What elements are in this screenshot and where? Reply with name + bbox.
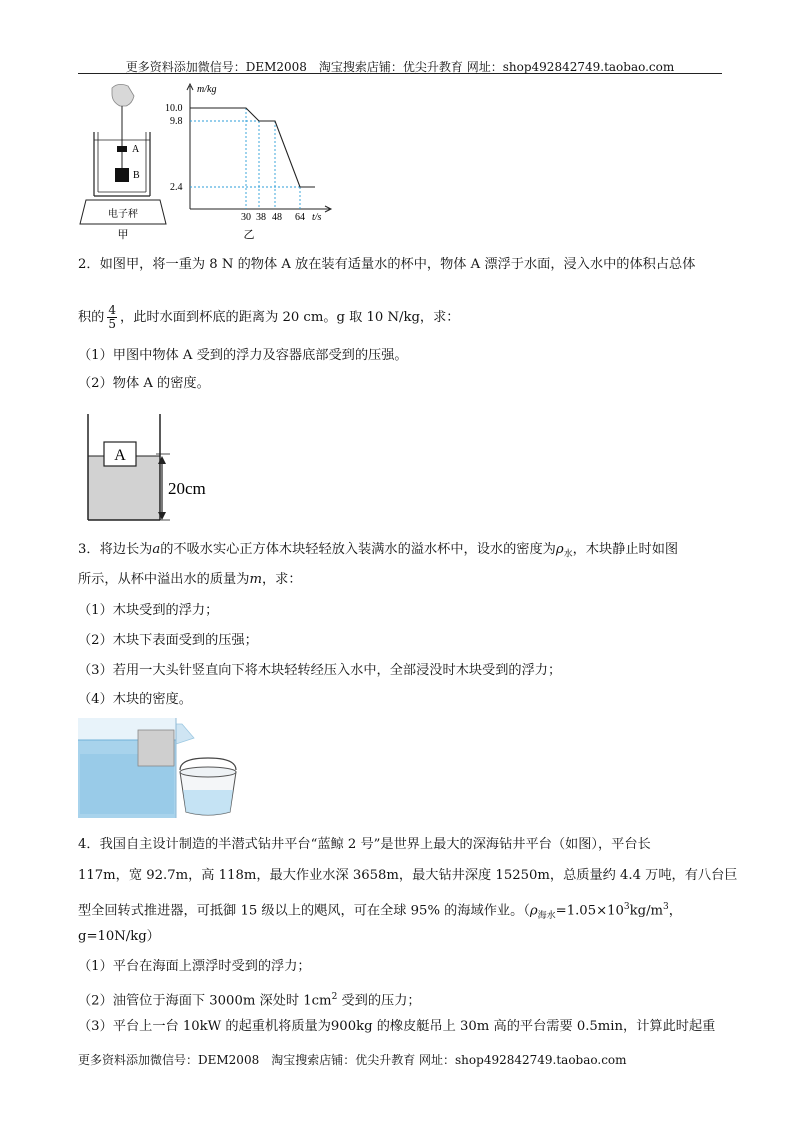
bucket-water [183, 790, 233, 815]
mass-curve [190, 108, 315, 187]
wooden-block [138, 730, 174, 766]
fraction-numerator: 4 [108, 303, 117, 317]
figure-jia [74, 80, 174, 240]
y-tick-2-4: 2.4 [170, 182, 183, 193]
header-rule [78, 73, 722, 74]
q3-sub2: （2）木块下表面受到的压强； [78, 633, 258, 648]
q3-stem1-a: 3．将边长为 [78, 542, 153, 557]
q4-sub2-b: 受到的压力； [337, 993, 421, 1009]
block-a [117, 146, 127, 152]
q3-stem2-b: ，求： [261, 572, 302, 587]
q4-sup-3: 3 [623, 902, 630, 912]
q4-line3-d: ， [668, 903, 682, 919]
q2-stem2-pre: 积的 [78, 310, 105, 325]
q3-var-m: m [249, 572, 262, 587]
hand-icon [112, 84, 134, 106]
y-tick-10: 10.0 [165, 103, 183, 114]
q4-line3 [78, 897, 682, 926]
figure-yi-graph [165, 80, 345, 242]
q3-stem1-c: ，木块静止时如图 [572, 542, 679, 557]
q3-sub4: （4）木块的密度。 [78, 692, 192, 707]
dashed-guides [190, 108, 300, 209]
q4-line3-a: 型全回转式推进器，可抵御 15 级以上的飓风，可在全球 95% 的海域作业。（ [78, 903, 530, 919]
q4-sub2 [78, 987, 421, 1011]
q4-line3-b: =1.05×10 [555, 903, 624, 919]
y-tick-9-8: 9.8 [170, 116, 183, 127]
q3-stem2-a: 所示，从杯中溢出水的质量为 [78, 572, 250, 587]
page-footer: 更多资料添加微信号：DEM2008 淘宝搜索店铺：优尖升教育 网址：shop492842749.taobao.com [78, 1053, 627, 1067]
q2-sub1: （1）甲图中物体 A 受到的浮力及容器底部受到的压强。 [78, 348, 408, 363]
x-axis-label: t/s [312, 212, 322, 223]
label-a: A [132, 144, 140, 155]
q4-line4: g=10N/kg） [78, 929, 160, 944]
q3-rho: ρ [555, 542, 564, 557]
block-b [115, 168, 129, 182]
q4-sup-3b: 3 [663, 902, 669, 912]
q4-sub3: （3）平台上一台 10kW 的起重机将质量为900kg 的橡皮艇吊上 30m 高的平台需要 0.5min，计算此时起重 [78, 1019, 716, 1034]
q3-rho-sub: 水 [563, 549, 573, 560]
x-tick-38: 38 [256, 212, 266, 223]
q2-stem-line1: 2．如图甲，将一重为 8 N 的物体 A 放在装有适量水的杯中，物体 A 漂浮于水面，浸入水中的体积占总体 [78, 257, 696, 272]
q3-sub3: （3）若用一大头针竖直向下将木块轻转经压入水中，全部浸没时木块受到的浮力； [78, 663, 562, 678]
q4-line3-c: kg/m [629, 903, 664, 919]
q3-stem1-b: 的不吸水实心正方体木块轻轻放入装满水的溢水杯中，设水的密度为 [160, 542, 556, 557]
depth-label: 20cm [168, 479, 206, 498]
q4-rho-sub: 海水 [537, 911, 556, 922]
label-b: B [133, 170, 140, 181]
q4-sup-2: 2 [331, 992, 338, 1002]
page-header: 更多资料添加微信号：DEM2008 淘宝搜索店铺：优尖升教育 网址：shop492842749.taobao.com [125, 60, 675, 74]
q4-sub2-a: （2）油管位于海面下 3000m 深处时 1cm [78, 993, 332, 1009]
q3-sub1: （1）木块受到的浮力； [78, 603, 219, 618]
q2-stem-line2 [78, 304, 459, 331]
x-tick-30: 30 [241, 212, 251, 223]
fraction-denominator: 5 [108, 317, 117, 331]
block-a-label: A [114, 447, 126, 464]
q3-figure [78, 718, 248, 818]
q3-stem-line2 [78, 570, 302, 590]
y-axis-label: m/kg [197, 84, 217, 95]
q2-figure [82, 412, 222, 524]
x-tick-48: 48 [272, 212, 282, 223]
caption-jia: 甲 [117, 229, 129, 240]
caption-yi: 乙 [243, 229, 255, 241]
q2-stem2-post: ，此时水面到杯底的距离为 20 cm。g 取 10 N/kg，求： [120, 310, 460, 325]
spout [176, 724, 194, 744]
scale-label: 电子秤 [108, 209, 138, 220]
x-tick-64: 64 [295, 212, 305, 223]
q4-sub1: （1）平台在海面上漂浮时受到的浮力； [78, 959, 311, 974]
q4-line2: 117m，宽 92.7m，高 118m，最大作业水深 3658m，最大钻井深度 15250m，总质量约 4.4 万吨，有八台巨 [78, 868, 738, 883]
q3-var-a: a [152, 542, 161, 557]
q3-stem-line1 [78, 540, 678, 565]
q4-line1: 4．我国自主设计制造的半潜式钻井平台“蓝鲸 2 号”是世界上最大的深海钻井平台（如图），平台长 [78, 837, 651, 852]
q2-sub2: （2）物体 A 的密度。 [78, 376, 210, 391]
q2-fraction [107, 304, 117, 331]
q4-rho: ρ [529, 903, 538, 919]
